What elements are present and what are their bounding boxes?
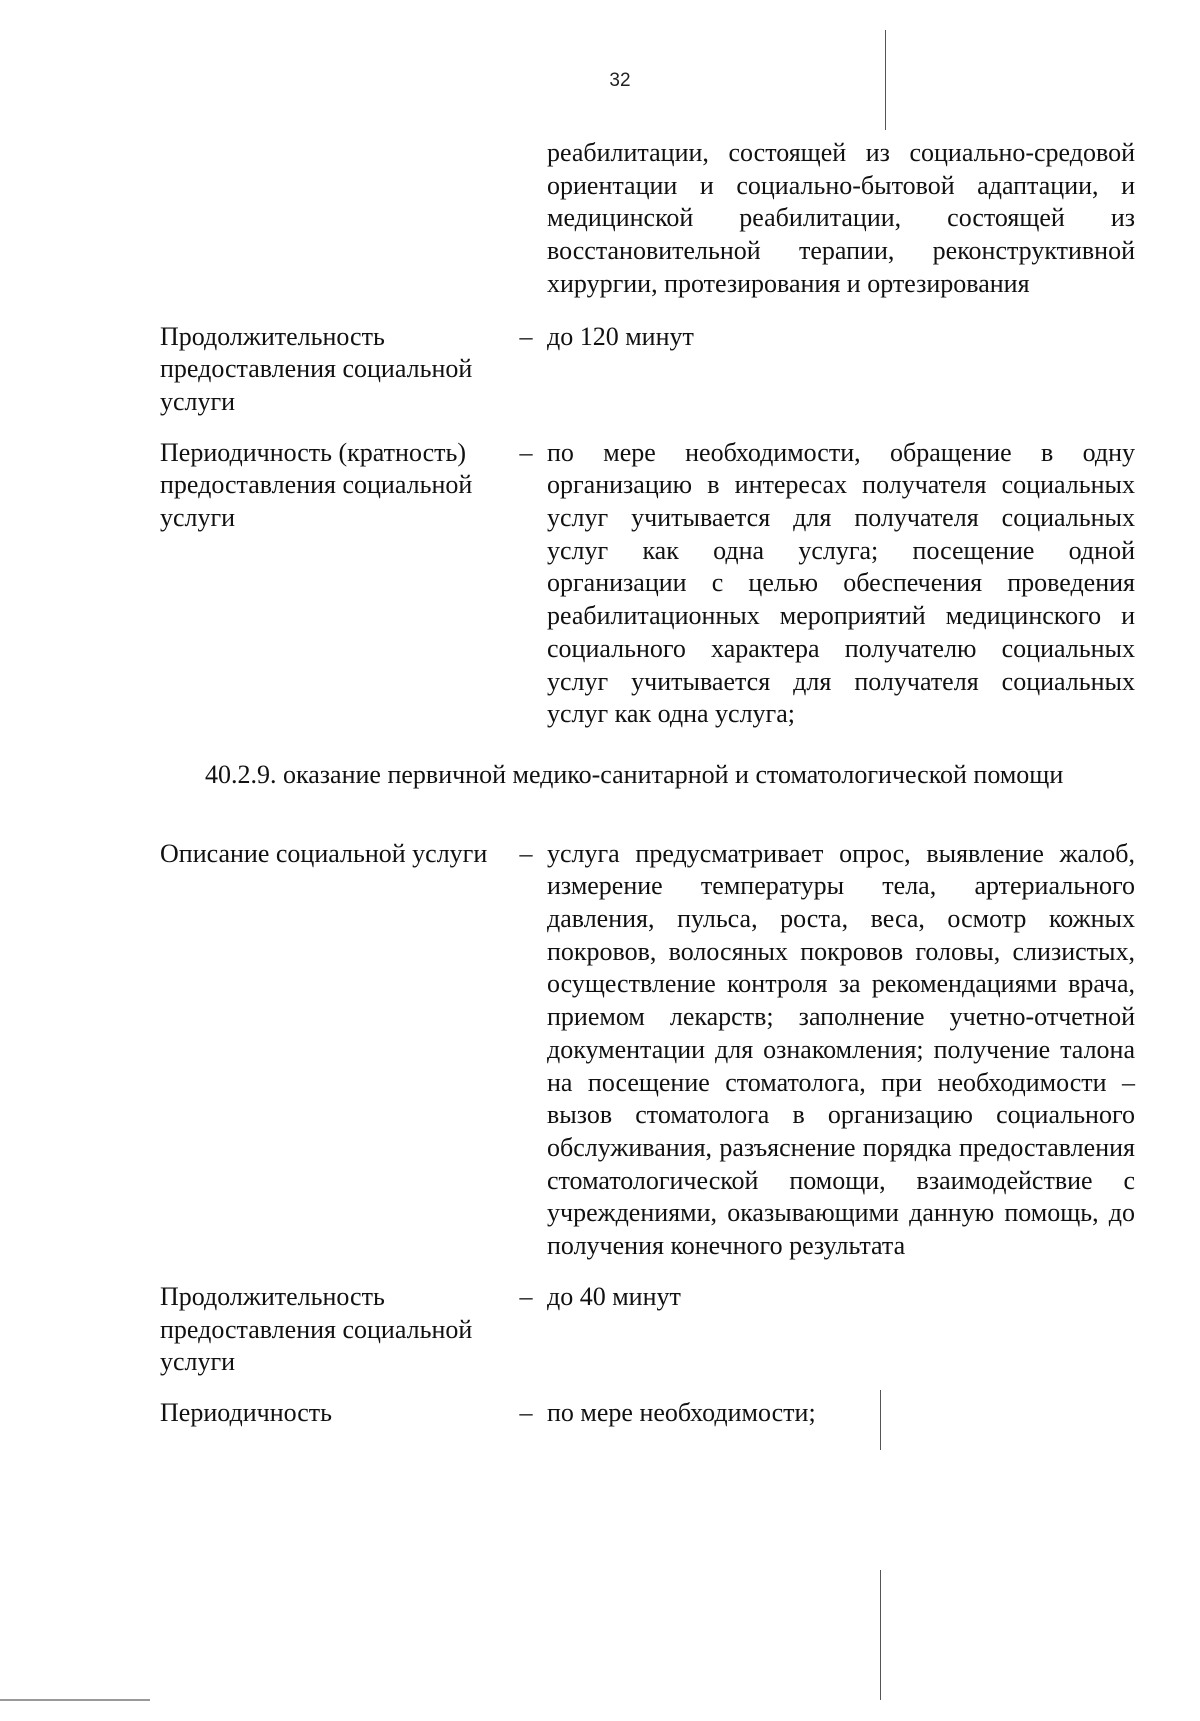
row-periodicity-1 — [160, 437, 1135, 731]
dash-separator: – — [519, 1281, 533, 1311]
document-body — [160, 137, 1135, 1430]
row-periodicity-2 — [160, 1397, 1135, 1430]
scan-artifact-line — [885, 30, 886, 130]
section-heading: 40.2.9. оказание первичной медико-санитарной и стоматологической помощи — [205, 759, 1064, 789]
duration-value: до 40 минут — [547, 1281, 681, 1311]
dash-separator: – — [519, 321, 533, 351]
dash-separator: – — [519, 838, 533, 868]
periodicity-value: по мере необходимости; — [547, 1397, 816, 1427]
row-duration-1 — [160, 321, 1135, 419]
page-number: 32 — [609, 70, 631, 91]
row-duration-2 — [160, 1281, 1135, 1379]
dash-separator: – — [519, 1397, 533, 1427]
periodicity-label: Периодичность (кратность) предоставления социальной услуги — [160, 437, 473, 533]
duration-label: Продолжительность предоставления социальной услуги — [160, 321, 473, 416]
scan-artifact-line — [880, 1570, 881, 1700]
periodicity-label: Периодичность — [160, 1397, 333, 1427]
dash-separator: – — [519, 437, 533, 467]
description-value: услуга предусматривает опрос, выявление жалоб, измерение температуры тела, артериального давления, пульса, роста, веса, осмотр кожных покровов, волосяных покровов головы, слизистых, осуществление контроля за рекомендациями врача, приемом лекарств; заполнение учетно-отчетной документации для ознакомления; получение талона на посещение стоматолога, при необходимости – вызов стоматолога в организацию социального обслуживания, разъяснение порядка предоставления стоматологической помощи, взаимодействие с учреждениями, оказывающими данную помощь, до получения конечного результата — [547, 838, 1135, 1261]
scan-artifact-rule — [0, 1699, 150, 1701]
description-label: Описание социальной услуги — [160, 838, 488, 868]
duration-label: Продолжительность предоставления социальной услуги — [160, 1281, 473, 1377]
continuation-paragraph: реабилитации, состоящей из социально-средовой ориентации и социально-бытовой адаптации, и медицинской реабилитации, состоящей из восстановительной терапии, реконструктивной хирургии, протезирования и ортезирования — [547, 138, 1135, 298]
scan-artifact-line — [880, 1390, 881, 1450]
duration-value: до 120 минут — [547, 321, 694, 351]
row-description — [160, 838, 1135, 1263]
periodicity-value: по мере необходимости, обращение в одну организацию в интересах получателя социальных услуг учитывается для получателя социальных услуг как одна услуга; посещение одной организации с целью обеспечения проведения реабилитационных мероприятий медицинского и социального характера получателю социальных услуг учитывается для получателя социальных услуг как одна услуга; — [547, 437, 1135, 729]
